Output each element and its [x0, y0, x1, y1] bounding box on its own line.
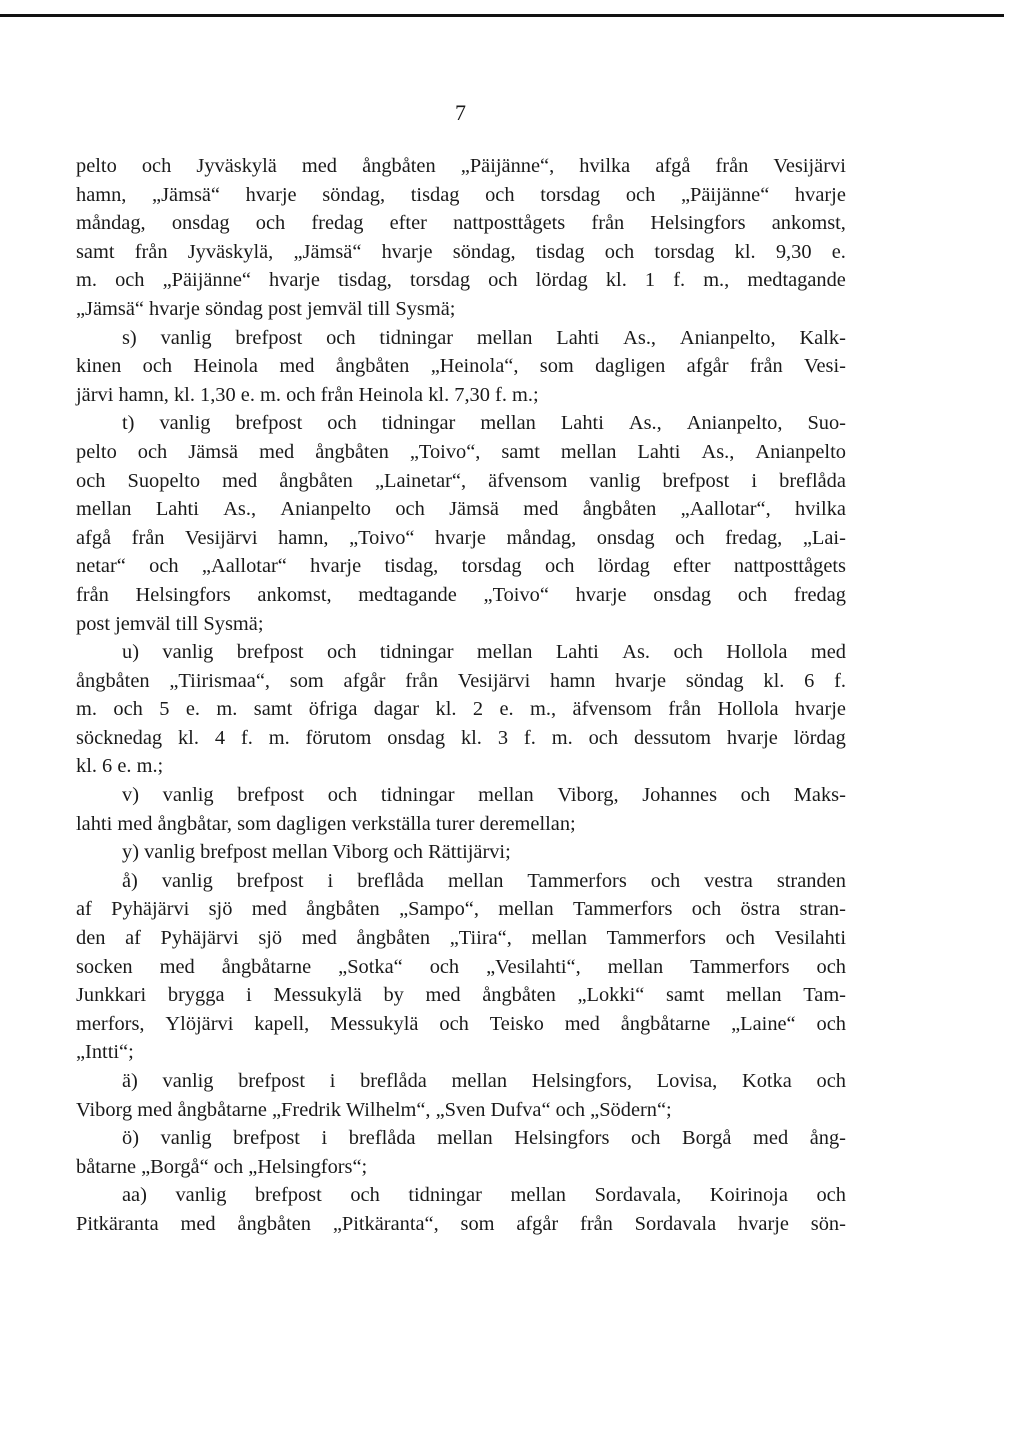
text-line: å) vanlig brefpost i breflåda mellan Tammerfors och vestra stranden — [122, 869, 846, 892]
text-line: aa) vanlig brefpost och tidningar mellan Sordavala, Koirinoja och — [122, 1184, 846, 1207]
body-text — [76, 152, 846, 1239]
text-line: lahti med ångbåtar, som dagligen verkställa turer deremellan; — [76, 812, 576, 835]
text-line: s) vanlig brefpost och tidningar mellan Lahti As., Anianpelto, Kalk- — [122, 326, 846, 349]
text-line: järvi hamn, kl. 1,30 e. m. och från Heinola kl. 7,30 f. m.; — [76, 383, 539, 406]
text-line: båtarne „Borgå“ och „Helsingfors“; — [76, 1155, 368, 1178]
text-line: kinen och Heinola med ångbåten „Heinola“, som dagligen afgår från Vesi- — [76, 355, 846, 378]
text-line: netar“ och „Aallotar“ hvarje tisdag, torsdag och lördag efter nattposttågets — [76, 555, 846, 578]
top-rule — [0, 14, 1004, 17]
text-line: post jemväl till Sysmä; — [76, 612, 264, 635]
text-line: Pitkäranta med ångbåten „Pitkäranta“, som afgår från Sordavala hvarje sön- — [76, 1212, 846, 1235]
page-number: 7 — [455, 100, 466, 125]
text-line: hamn, „Jämsä“ hvarje söndag, tisdag och torsdag och „Päijänne“ hvarje — [76, 183, 846, 206]
text-line: söcknedag kl. 4 f. m. förutom onsdag kl. 3 f. m. och dessutom hvarje lördag — [76, 726, 846, 749]
text-line: ångbåten „Tiirismaa“, som afgår från Vesijärvi hamn hvarje söndag kl. 6 f. — [76, 669, 846, 692]
text-line: från Helsingfors ankomst, medtagande „Toivo“ hvarje onsdag och fredag — [76, 583, 846, 606]
text-line: ö) vanlig brefpost i breflåda mellan Helsingfors och Borgå med ång- — [122, 1127, 846, 1150]
text-line: af Pyhäjärvi sjö med ångbåten „Sampo“, mellan Tammerfors och östra stran- — [76, 898, 846, 921]
text-line: mellan Lahti As., Anianpelto och Jämsä med ångbåten „Aallotar“, hvilka — [76, 498, 846, 521]
text-line: afgå från Vesijärvi hamn, „Toivo“ hvarje måndag, onsdag och fredag, „Lai- — [76, 526, 846, 549]
text-line: v) vanlig brefpost och tidningar mellan Viborg, Johannes och Maks- — [122, 784, 846, 807]
text-line: pelto och Jyväskylä med ångbåten „Päijänne“, hvilka afgå från Vesijärvi — [76, 155, 846, 177]
text-line: u) vanlig brefpost och tidningar mellan Lahti As. och Hollola med — [122, 641, 846, 664]
text-line: samt från Jyväskylä, „Jämsä“ hvarje söndag, tisdag och torsdag kl. 9,30 e. — [76, 240, 846, 263]
text-line: Viborg med ångbåtarne „Fredrik Wilhelm“, „Sven Dufva“ och „Södern“; — [76, 1098, 672, 1121]
text-line: merfors, Ylöjärvi kapell, Messukylä och Teisko med ångbåtarne „Laine“ och — [76, 1012, 846, 1035]
text-line: pelto och Jämsä med ångbåten „Toivo“, samt mellan Lahti As., Anianpelto — [76, 440, 846, 463]
text-line: Junkkari brygga i Messukylä by med ångbåten „Lokki“ samt mellan Tam- — [76, 984, 846, 1007]
text-line: kl. 6 e. m.; — [76, 755, 164, 778]
text-line: och Suopelto med ångbåten „Lainetar“, äfvensom vanlig brefpost i breflåda — [76, 469, 846, 492]
text-line: „Intti“; — [76, 1041, 134, 1064]
text-line: t) vanlig brefpost och tidningar mellan Lahti As., Anianpelto, Suo- — [122, 412, 846, 435]
text-line: måndag, onsdag och fredag efter nattposttågets från Helsingfors ankomst, — [76, 212, 846, 235]
text-line: ä) vanlig brefpost i breflåda mellan Helsingfors, Lovisa, Kotka och — [122, 1070, 846, 1092]
text-line: m. och 5 e. m. samt öfriga dagar kl. 2 e. m., äfvensom från Hollola hvarje — [76, 698, 846, 721]
text-line: m. och „Päijänne“ hvarje tisdag, torsdag och lördag kl. 1 f. m., medtagande — [76, 269, 846, 292]
text-line: y) vanlig brefpost mellan Viborg och Rättijärvi; — [122, 841, 511, 864]
text-line: den af Pyhäjärvi sjö med ångbåten „Tiira“, mellan Tammerfors och Vesilahti — [76, 927, 846, 950]
text-line: „Jämsä“ hvarje söndag post jemväl till Sysmä; — [76, 297, 456, 320]
text-line: socken med ångbåtarne „Sotka“ och „Vesilahti“, mellan Tammerfors och — [76, 955, 846, 978]
